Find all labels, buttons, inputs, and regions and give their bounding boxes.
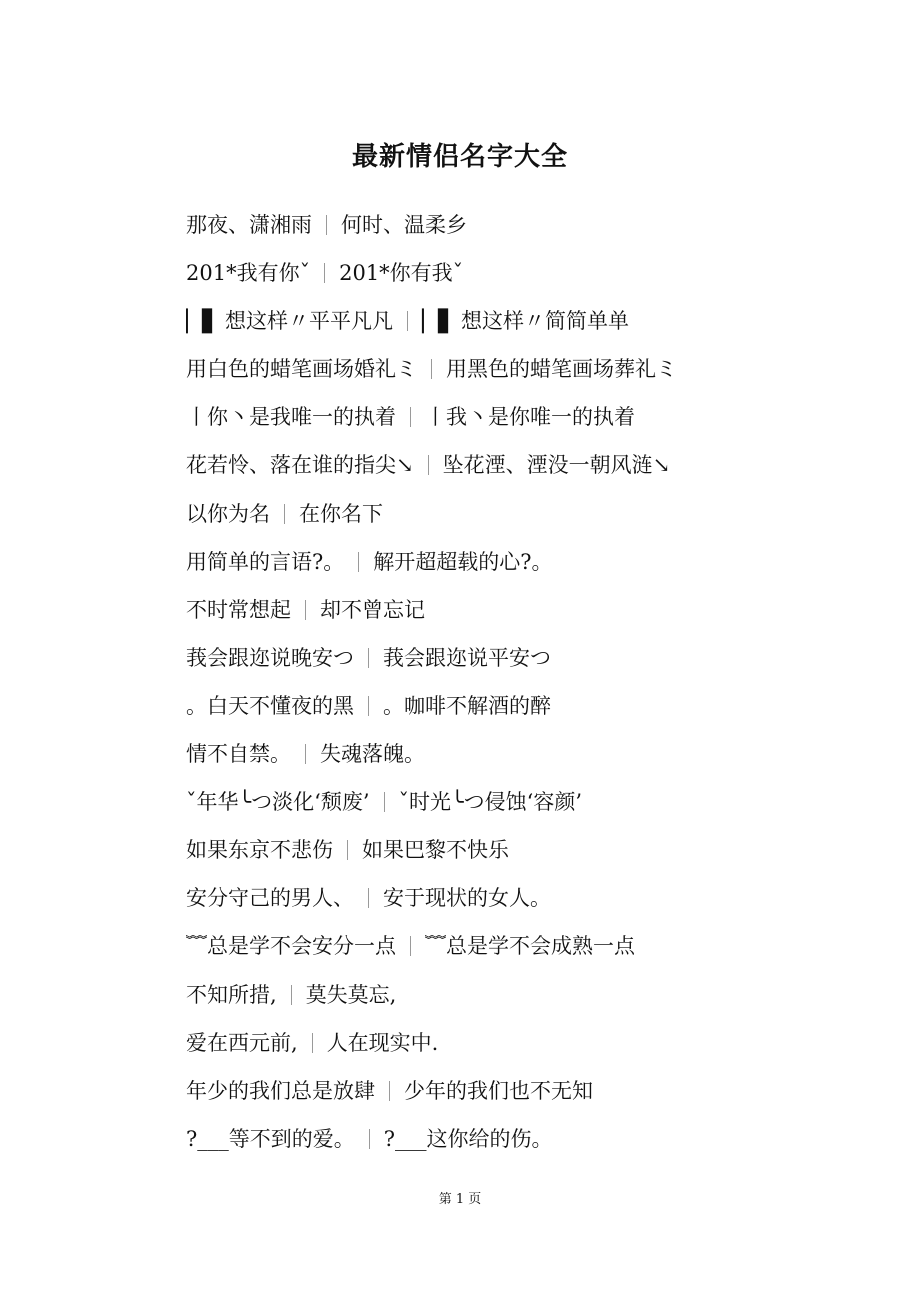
name-pair-line (186, 301, 746, 349)
name-left: ﹌总是学不会安分一点 (186, 934, 396, 959)
name-right: 何时、温柔乡 (341, 213, 467, 237)
name-left: ˇ年华╰つ淡化‘颓废’ (186, 790, 370, 815)
name-left: 如果东京不悲伤 (186, 838, 333, 863)
name-right: 解开超超载的心?。 (373, 549, 553, 574)
separator (347, 840, 348, 860)
name-right: 安于现状的女人。 (383, 886, 551, 911)
name-left: 。白天不懂夜的黑 (186, 693, 354, 718)
name-left: 爱在西元前, (186, 1030, 298, 1055)
name-pair-line (186, 1119, 746, 1167)
name-left: 不知所措, (186, 982, 277, 1007)
name-right: 用黑色的蜡笔画场葬礼ミ (446, 357, 677, 382)
name-right: 。咖啡不解酒的醉 (383, 693, 551, 718)
name-pair-line (186, 686, 746, 734)
name-left: 丨你丶是我唯一的执着 (186, 405, 396, 430)
name-pair-line (186, 975, 746, 1023)
name-left: 那夜、潇湘雨 (186, 213, 312, 237)
name-pair-line (186, 878, 746, 926)
name-pair-list (186, 205, 746, 1167)
separator (410, 936, 411, 956)
separator (428, 455, 429, 475)
separator (291, 985, 292, 1005)
name-right: 在你名下 (299, 501, 383, 526)
separator (369, 1129, 370, 1149)
name-pair-line (186, 445, 746, 493)
name-left: 以你为名 (186, 501, 270, 526)
name-pair-line (186, 494, 746, 542)
name-pair-line (186, 349, 746, 397)
name-right: 却不曾忘记 (320, 597, 425, 622)
separator (312, 1033, 313, 1053)
separator (431, 359, 432, 379)
name-pair-line (186, 734, 746, 782)
separator (368, 648, 369, 668)
separator (326, 215, 327, 235)
name-left: 情不自禁。 (186, 742, 291, 767)
name-right: 莫失莫忘, (305, 982, 397, 1007)
name-left: 安分守己的男人、 (186, 886, 354, 911)
name-right: ﹌总是学不会成熟一点 (425, 934, 635, 959)
name-right: 丨我丶是你唯一的执着 (425, 405, 635, 430)
name-right: 失魂落魄。 (320, 742, 425, 767)
name-pair-line (186, 397, 746, 445)
separator (368, 888, 369, 908)
name-left: 201*我有你ˇ (186, 261, 311, 286)
name-left: 不时常想起 (186, 597, 291, 622)
name-right: ˇ时光╰つ侵蚀‘容颜’ (398, 790, 582, 815)
separator (368, 696, 369, 716)
document-title: 最新情侣名字大全 (351, 142, 568, 172)
name-left: 用白色的蜡笔画场婚礼ミ (186, 357, 417, 382)
name-left: ▏▋ 想这样〃平平凡凡 (186, 309, 393, 334)
name-pair-line (186, 926, 746, 974)
separator (384, 792, 385, 812)
name-right: 少年的我们也不无知 (404, 1078, 593, 1103)
name-pair-line (186, 542, 746, 590)
name-pair-line (186, 590, 746, 638)
name-right: 莪会跟迩说平安つ (383, 645, 551, 670)
name-right: ?___这你给的伤。 (383, 1126, 553, 1151)
separator (324, 263, 325, 283)
name-pair-line (186, 830, 746, 878)
separator (284, 504, 285, 524)
name-left: 年少的我们总是放肆 (186, 1078, 375, 1103)
separator (305, 744, 306, 764)
name-left: ?___等不到的爱。 (186, 1126, 355, 1151)
name-pair-line (186, 1071, 746, 1119)
name-right: 如果巴黎不快乐 (362, 838, 509, 863)
name-right: 201*你有我ˇ (339, 261, 464, 286)
separator (305, 600, 306, 620)
name-left: 莪会跟迩说晚安つ (186, 645, 354, 670)
name-right: ▏▋ 想这样〃简简单单 (421, 309, 629, 334)
separator (389, 1081, 390, 1101)
name-right: 人在现实中. (326, 1030, 439, 1055)
separator (407, 311, 408, 331)
name-pair-line (186, 253, 746, 301)
name-right: 坠花湮、湮没一朝风涟↘ (442, 453, 671, 478)
name-left: 花若怜、落在谁的指尖↘ (186, 453, 414, 478)
name-pair-line (186, 638, 746, 686)
page-number: 第 1 页 (438, 1192, 482, 1207)
name-pair-line (186, 205, 746, 253)
name-left: 用简单的言语?。 (186, 549, 345, 574)
name-pair-line (186, 1023, 746, 1071)
separator (358, 552, 359, 572)
separator (410, 407, 411, 427)
name-pair-line (186, 782, 746, 830)
